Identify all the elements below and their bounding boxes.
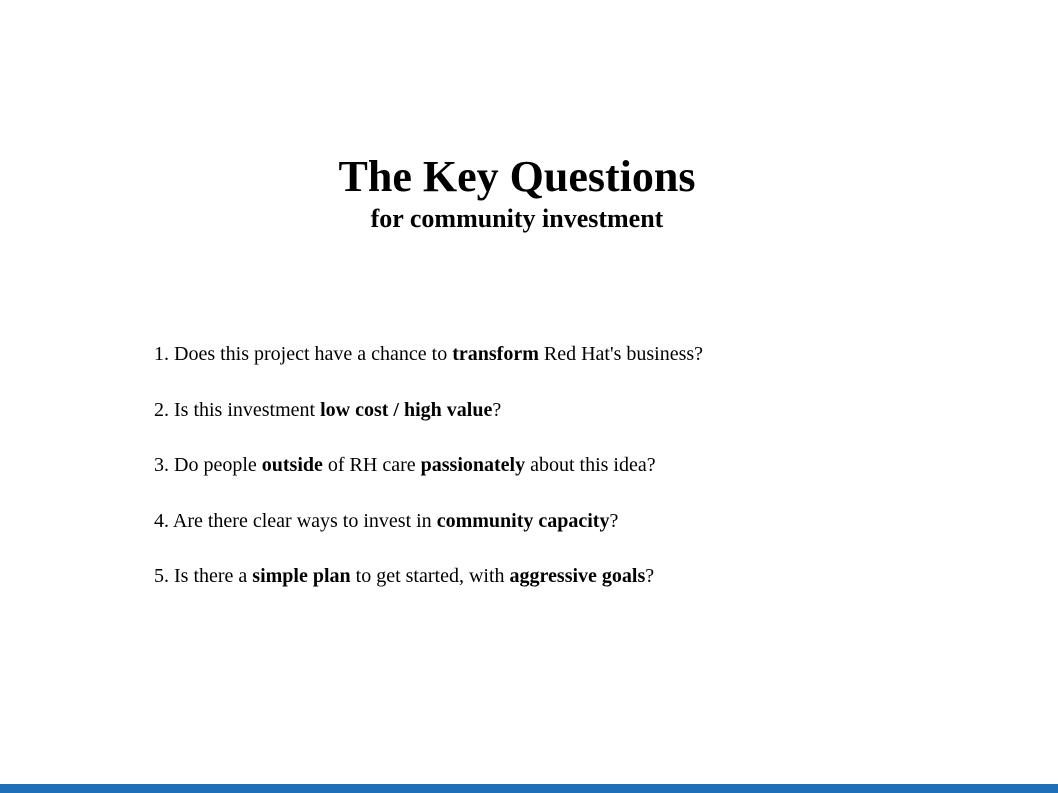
question-item xyxy=(154,397,1014,424)
title-block xyxy=(0,150,1034,234)
question-item xyxy=(154,341,1014,368)
question-item xyxy=(154,452,1014,479)
question-text: ? xyxy=(492,398,502,421)
question-emphasis: simple plan xyxy=(252,565,351,587)
question-text: 1. Does this project have a chance to xyxy=(154,343,453,365)
questions-list xyxy=(154,341,1014,619)
question-emphasis: transform xyxy=(452,343,539,365)
question-text: Red Hat's business? xyxy=(538,343,704,365)
question-text: 4. Are there clear ways to invest in xyxy=(154,509,437,532)
question-emphasis: passionately xyxy=(420,454,526,476)
question-text: to get started, with xyxy=(350,565,510,587)
slide-subtitle: for community investment xyxy=(370,204,664,233)
question-emphasis: community capacity xyxy=(436,509,610,532)
question-text: of RH care xyxy=(322,454,421,476)
question-emphasis: low cost / high value xyxy=(320,398,493,421)
question-emphasis: outside xyxy=(261,454,323,476)
footer-bar xyxy=(0,784,1058,793)
slide-title: The Key Questions xyxy=(338,152,696,201)
question-text: 3. Do people xyxy=(154,454,262,476)
question-text: 5. Is there a xyxy=(154,565,253,587)
question-text: about this idea? xyxy=(525,454,656,476)
question-text: ? xyxy=(609,509,619,532)
question-text: 2. Is this investment xyxy=(154,398,321,421)
question-emphasis: aggressive goals xyxy=(509,565,646,587)
question-text: ? xyxy=(645,565,655,587)
question-item xyxy=(154,508,1014,535)
question-item xyxy=(154,563,1014,590)
